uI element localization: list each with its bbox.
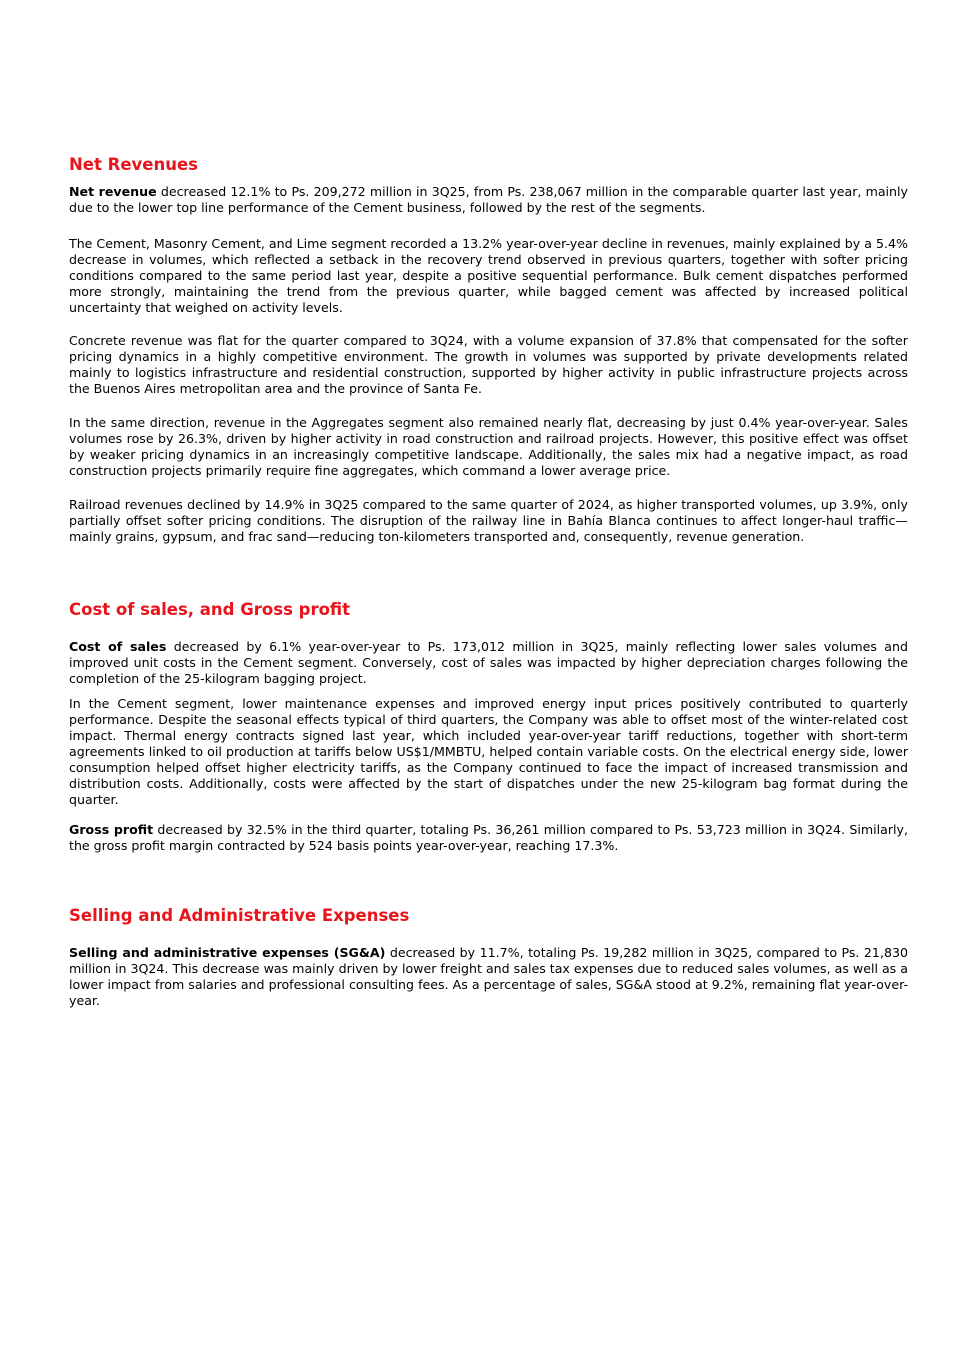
paragraph-gross-profit <box>69 822 908 854</box>
paragraph-net-revenue <box>69 184 908 216</box>
paragraph-cement: The Cement, Masonry Cement, and Lime segment recorded a 13.2% year-over-year decline in revenues, mainly explained by a 5.4% decrease in volumes, which reflected a setback in the recovery trend observed in previous quarters, together with softer pricing conditions compared to the same period last year, despite a positive sequential performance. Bulk cement dispatches performed more strongly, maintaining the trend from the previous quarter, while bagged cement was affected by increased political uncertainty that weighed on activity levels. <box>69 236 908 315</box>
paragraph-cement-costs: In the Cement segment, lower maintenance expenses and improved energy input prices positively contributed to quarterly performance. Despite the seasonal effects typical of third quarters, the Company was able to offset most of the winter-related cost impact. Thermal energy contracts signed last year, which included year-over-year tariff reductions, together with short-term agreements linked to oil production at tariffs below US$1/MMBTU, helped contain variable costs. On the electrical energy side, lower consumption helped offset higher electricity tariffs, as the Company continued to face the impact of increased transmission and distribution costs. Additionally, costs were affected by the start of dispatches under the new 25-kilogram bag format during the quarter. <box>69 696 908 807</box>
paragraph-railroad: Railroad revenues declined by 14.9% in 3Q25 compared to the same quarter of 2024, as higher transported volumes, up 3.9%, only partially offset softer pricing conditions. The disruption of the railway line in Bahía Blanca continues to affect longer-haul traffic—mainly grains, gypsum, and frac sand—reducing ton-kilometers transported and, consequently, revenue generation. <box>69 497 908 544</box>
section-heading-sga: Selling and Administrative Expenses <box>69 906 410 925</box>
paragraph-cost-of-sales <box>69 639 908 687</box>
lead-term: Cost of sales <box>69 639 167 654</box>
paragraph-aggregates: In the same direction, revenue in the Aggregates segment also remained nearly flat, decreasing by just 0.4% year-over-year. Sales volumes rose by 26.3%, driven by higher activity in road construction and railroad projects. However, this positive effect was offset by weaker pricing dynamics in an increasingly competitive landscape. Additionally, the sales mix had a negative impact, as road construction projects primarily require fine aggregates, which command a lower average price. <box>69 415 908 478</box>
paragraph-text: decreased by 11.7%, totaling Ps. 19,282 million in 3Q25, compared to Ps. 21,830 million in 3Q24. This decrease was mainly driven by lower freight and sales tax expenses due to reduced sales volumes, as well as a lower impact from salaries and professional consulting fees. As a percentage of sales, SG&A stood at 9.2%, remaining flat year-over-year. <box>69 945 908 1008</box>
lead-term: Selling and administrative expenses (SG&A) <box>69 945 386 960</box>
paragraph-text: decreased by 6.1% year-over-year to Ps. 173,012 million in 3Q25, mainly reflecting lower sales volumes and improved unit costs in the Cement segment. Conversely, cost of sales was impacted by higher depreciation charges following the completion of the 25-kilogram bagging project. <box>69 639 908 686</box>
paragraph-concrete: Concrete revenue was flat for the quarter compared to 3Q24, with a volume expansion of 37.8% that compensated for the softer pricing dynamics in a highly competitive environment. The growth in volumes was supported by private developments related mainly to logistics infrastructure and residential construction, supported by higher activity in public infrastructure projects across the Buenos Aires metropolitan area and the province of Santa Fe. <box>69 333 908 396</box>
lead-term: Net revenue <box>69 184 157 199</box>
paragraph-text: decreased by 32.5% in the third quarter, totaling Ps. 36,261 million compared to Ps. 53,723 million in 3Q24. Similarly, the gross profit margin contracted by 524 basis points year-over-year, reaching 17.3%. <box>69 822 908 853</box>
lead-term: Gross profit <box>69 822 154 837</box>
section-heading-net-revenues: Net Revenues <box>69 155 198 174</box>
paragraph-sga <box>69 945 908 1009</box>
section-heading-cost-of-sales: Cost of sales, and Gross profit <box>69 600 351 619</box>
paragraph-text: decreased 12.1% to Ps. 209,272 million in 3Q25, from Ps. 238,067 million in the comparable quarter last year, mainly due to the lower top line performance of the Cement business, followed by the rest of the segments. <box>69 184 908 215</box>
